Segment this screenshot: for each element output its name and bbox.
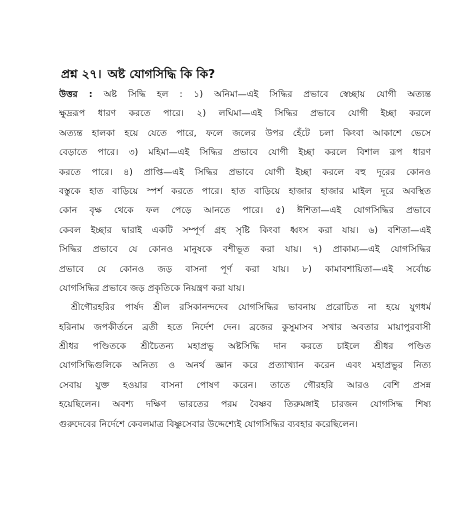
text-line: বস্তুকে হাত বাড়িয়ে স্পর্শ করতে পারে। হাত বাড়িয়ে হাজার হাজার মাইল দূরে অবস্থিত xyxy=(59,186,431,197)
answer-body xyxy=(59,86,431,435)
line-text: অষ্ট সিদ্ধি হল : ১) অনিমা—এই সিদ্ধির প্রভাবে স্বেচ্ছায় যোগী অত্যন্ত xyxy=(103,90,431,100)
text-line: প্রভাবে যে কোনও জড় বাসনা পূর্ণ করা যায়। ৮) কামাবশায়িতা—এই সর্বোচ্চ xyxy=(59,264,431,275)
text-line: হরিনাম জপকীর্তনে ব্রতী হতে নির্দেশ দেন। ব্রজের কুসুমাসব সখার অবতার মায়াপুরবাসী xyxy=(59,322,431,333)
text-line: কোন বৃক্ষ থেকে ফল পেড়ে আনতে পারে। ৫) ঈশিতা—এই যোগসিদ্ধির প্রভাবে xyxy=(59,206,431,217)
text-line: সেবায় যুক্ত হওয়ার বাসনা পোষণ করেন। তাতে গৌরহরি আরও বেশি প্রসন্ন xyxy=(59,380,431,391)
text-line: হয়েছিলেন। অবশ্য দক্ষিণ ভারতের পরম বৈষ্ণব তিরুমঙ্গাই চারজন যোগসিদ্ধ শিষ্য xyxy=(59,400,431,411)
text-line: যোগসিদ্ধির প্রভাবে জড় প্রকৃতিকে নিয়ন্ত্রণ করা যায়। xyxy=(59,283,245,294)
question-number: প্রশ্ন ২৭। xyxy=(61,67,102,81)
question-heading xyxy=(61,66,215,86)
text-line: কেবল ইচ্ছার দ্বারাই একটি সম্পূর্ণ গ্রহ সৃষ্টি কিংবা ধ্বংস করা যায়। ৬) বশিতা—এই xyxy=(59,225,431,236)
text-line: গুরুদেবের নির্দেশে কেবলমাত্র বিষ্ণুসেবার উদ্দেশ্যেই যোগসিদ্ধির ব্যবহার করেছিলেন। xyxy=(59,419,358,430)
text-line: ক্ষুদ্ররূপ ধারণ করতে পারে। ২) লঘিমা—এই সিদ্ধির প্রভাবে যোগী ইচ্ছা করলে xyxy=(59,109,431,120)
text-line xyxy=(59,86,431,105)
text-line: করতে পারে। ৪) প্রাপ্তি—এই সিদ্ধির প্রভাবে যোগী ইচ্ছা করলে বহু দূরের কোনও xyxy=(59,167,431,178)
text-line: শ্রীগৌরহরির পার্ষদ শ্রীল রসিকানন্দদেব যোগসিদ্ধির ভাবনায় প্ররোচিত না হয়ে যুগধর্ম xyxy=(71,303,431,314)
question-title: অষ্ট যোগসিদ্ধি কি কি? xyxy=(107,67,216,81)
text-line: সিদ্ধির প্রভাবে যে কোনও মানুষকে বশীভূত করা যায়। ৭) প্রাকাম্য—এই যোগসিদ্ধির xyxy=(59,245,431,256)
answer-label: উত্তর : xyxy=(59,90,93,100)
text-line: যোগসিদ্ধিগুলিকে অনিত্য ও অনর্থ জ্ঞান করে প্রত্যাখ্যান করেন এবং মহাপ্রভুর নিত্য xyxy=(59,361,431,372)
text-line: বেড়াতে পারে। ৩) মহিমা—এই সিদ্ধির প্রভাবে যোগী ইচ্ছা করলে বিশাল রূপ ধারণ xyxy=(59,148,431,159)
text-line: অত্যন্ত হালকা হয়ে যেতে পারে, ফলে জলের উপর হেঁটে চলা কিংবা আকাশে ভেসে xyxy=(59,128,431,139)
text-line: শ্রীধর পণ্ডিতকে শ্রীচৈতন্য মহাপ্রভু অষ্টসিদ্ধি দান করতে চাইলে শ্রীধর পণ্ডিত xyxy=(59,342,431,353)
